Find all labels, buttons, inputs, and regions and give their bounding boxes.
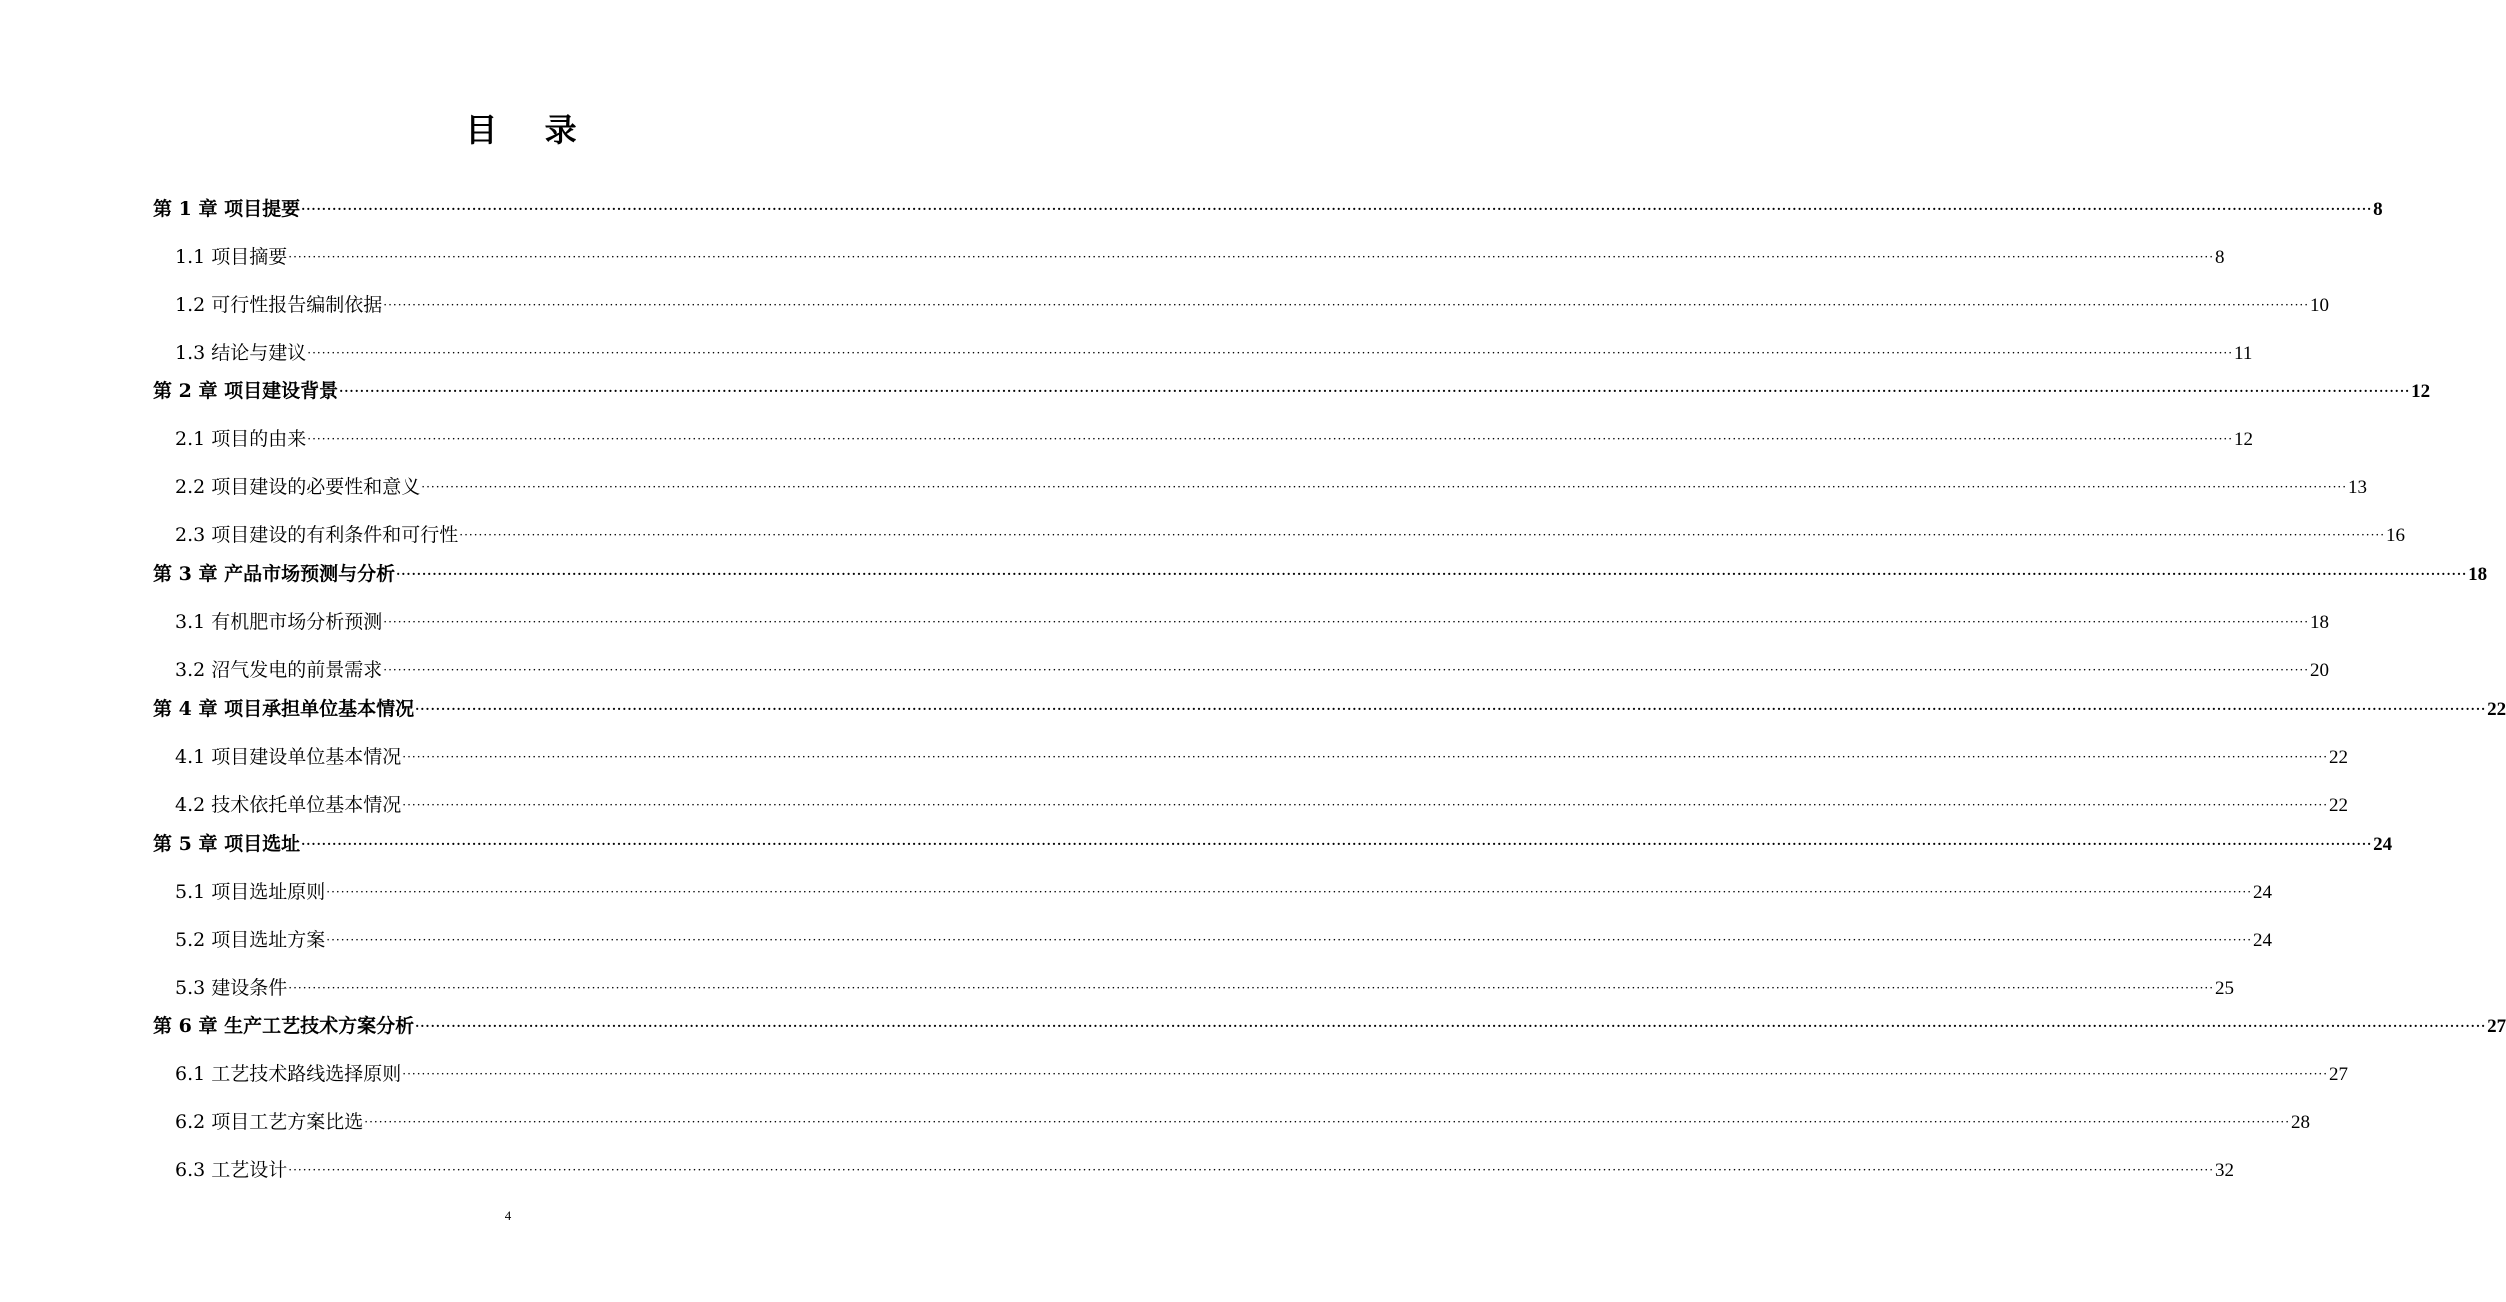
toc-entry-label: 4.1 项目建设单位基本情况	[175, 746, 402, 768]
toc-entry-page: 27	[2487, 1016, 2506, 1037]
toc-entry-label: 6.3 工艺设计	[175, 1159, 288, 1181]
toc-section-entry[interactable]	[175, 1061, 2349, 1087]
toc-section-entry[interactable]	[175, 1157, 2235, 1183]
toc-section-entry[interactable]	[175, 879, 2273, 905]
toc-dot-leader: ················································································································································································································································································································································································································	[307, 432, 2234, 446]
toc-dot-leader: ················································································································································································································································································································································································································	[421, 480, 2348, 494]
toc-entry-page: 8	[2373, 199, 2383, 220]
toc-section-entry[interactable]	[175, 744, 2349, 770]
toc-entry-label: 第 5 章 项目选址	[153, 833, 301, 855]
toc-section-entry[interactable]	[175, 474, 2368, 500]
toc-dot-leader: ················································································································································································································································································································································································································	[364, 1115, 2291, 1129]
toc-entry-label: 6.1 工艺技术路线选择原则	[175, 1063, 402, 1085]
toc-entry-page: 25	[2215, 978, 2235, 999]
toc-section-entry[interactable]	[175, 340, 2253, 366]
toc-entry-page: 24	[2253, 882, 2273, 903]
toc-section-entry[interactable]	[175, 609, 2330, 635]
toc-entry-label: 第 2 章 项目建设背景	[153, 380, 339, 402]
page-number: 4	[504, 1208, 512, 1223]
toc-entry-label: 第 3 章 产品市场预测与分析	[153, 563, 396, 585]
toc-dot-leader: ················································································································································································································································································································································································································	[307, 346, 2234, 360]
toc-section-entry[interactable]	[175, 522, 2406, 548]
toc-entry-page: 18	[2310, 612, 2330, 633]
toc-entry-label: 5.3 建设条件	[175, 977, 288, 999]
toc-chapter-entry[interactable]	[153, 696, 2506, 722]
toc-dot-leader: ················································································································································································································································································································································································································	[402, 1067, 2329, 1081]
toc-entry-label: 6.2 项目工艺方案比选	[175, 1111, 364, 1133]
toc-section-entry[interactable]	[175, 244, 2225, 270]
toc-entry-page: 24	[2373, 834, 2393, 855]
toc-entry-page: 13	[2348, 477, 2368, 498]
toc-chapter-entry[interactable]	[153, 196, 2383, 222]
toc-chapter-entry[interactable]	[153, 378, 2431, 404]
toc-section-entry[interactable]	[175, 927, 2273, 953]
toc-entry-label: 第 1 章 项目提要	[153, 198, 301, 220]
toc-entry-page: 22	[2329, 747, 2349, 768]
toc-dot-leader: ················································································································································································································································································································································································································	[301, 202, 2373, 216]
toc-section-entry[interactable]	[175, 792, 2349, 818]
toc-entry-page: 22	[2487, 699, 2506, 720]
toc-chapter-entry[interactable]	[153, 561, 2488, 587]
toc-section-entry[interactable]	[175, 975, 2235, 1001]
toc-entry-page: 12	[2411, 381, 2431, 402]
toc-entry-label: 5.2 项目选址方案	[175, 929, 326, 951]
toc-entry-label: 3.2 沼气发电的前景需求	[175, 659, 383, 681]
toc-section-entry[interactable]	[175, 1109, 2311, 1135]
toc-entry-page: 16	[2386, 525, 2406, 546]
toc-entry-label: 5.1 项目选址原则	[175, 881, 326, 903]
toc-entry-page: 22	[2329, 795, 2349, 816]
toc-section-entry[interactable]	[175, 292, 2330, 318]
toc-dot-leader: ················································································································································································································································································································································································································	[415, 702, 2487, 716]
toc-entry-label: 第 4 章 项目承担单位基本情况	[153, 698, 415, 720]
toc-dot-leader: ················································································································································································································································································································································································································	[459, 528, 2386, 542]
toc-entry-label: 3.1 有机肥市场分析预测	[175, 611, 383, 633]
toc-entry-label: 1.2 可行性报告编制依据	[175, 294, 383, 316]
toc-entry-page: 32	[2215, 1160, 2235, 1181]
toc-entry-page: 27	[2329, 1064, 2349, 1085]
toc-dot-leader: ················································································································································································································································································································································································································	[301, 837, 2373, 851]
toc-dot-leader: ················································································································································································································································································································································································································	[383, 298, 2310, 312]
toc-entry-page: 18	[2468, 564, 2488, 585]
toc-dot-leader: ················································································································································································································································································································································································································	[288, 250, 2215, 264]
toc-entry-page: 20	[2310, 660, 2330, 681]
toc-chapter-entry[interactable]	[153, 1013, 2506, 1039]
toc-entry-label: 1.1 项目摘要	[175, 246, 288, 268]
toc-dot-leader: ················································································································································································································································································································································································································	[402, 798, 2329, 812]
toc-entry-page: 28	[2291, 1112, 2311, 1133]
toc-title: 目 录	[465, 111, 595, 149]
toc-entry-label: 2.3 项目建设的有利条件和可行性	[175, 524, 459, 546]
toc-dot-leader: ················································································································································································································································································································································································································	[383, 663, 2310, 677]
toc-entry-label: 4.2 技术依托单位基本情况	[175, 794, 402, 816]
toc-entry-page: 12	[2234, 429, 2254, 450]
toc-dot-leader: ················································································································································································································································································································································································································	[415, 1019, 2487, 1033]
toc-dot-leader: ················································································································································································································································································································································································································	[288, 1163, 2215, 1177]
toc-entry-label: 1.3 结论与建议	[175, 342, 307, 364]
toc-entry-page: 8	[2215, 247, 2225, 268]
toc-section-entry[interactable]	[175, 657, 2330, 683]
toc-entry-label: 2.1 项目的由来	[175, 428, 307, 450]
toc-chapter-entry[interactable]	[153, 831, 2393, 857]
toc-dot-leader: ················································································································································································································································································································································································································	[326, 933, 2253, 947]
toc-dot-leader: ················································································································································································································································································································································································································	[396, 567, 2468, 581]
toc-section-entry[interactable]	[175, 426, 2254, 452]
toc-entry-label: 2.2 项目建设的必要性和意义	[175, 476, 421, 498]
toc-entry-page: 24	[2253, 930, 2273, 951]
toc-entry-label: 第 6 章 生产工艺技术方案分析	[153, 1015, 415, 1037]
toc-entry-page: 11	[2234, 343, 2253, 364]
toc-dot-leader: ················································································································································································································································································································································································································	[339, 384, 2411, 398]
toc-entry-page: 10	[2310, 295, 2330, 316]
toc-dot-leader: ················································································································································································································································································································································································································	[288, 981, 2215, 995]
toc-dot-leader: ················································································································································································································································································································································································································	[383, 615, 2310, 629]
toc-dot-leader: ················································································································································································································································································································································································································	[402, 750, 2329, 764]
toc-dot-leader: ················································································································································································································································································································································································································	[326, 885, 2253, 899]
